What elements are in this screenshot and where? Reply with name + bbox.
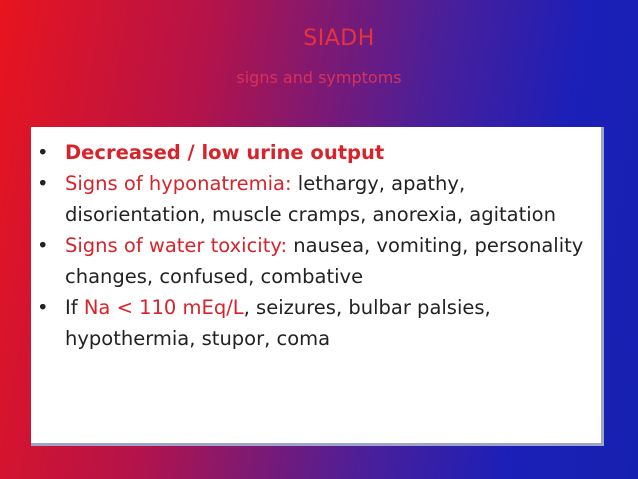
bullet-lead: Na < 110 mEq/L bbox=[83, 296, 244, 319]
bullet-list bbox=[31, 127, 601, 354]
slide-title: SIADH bbox=[303, 26, 375, 51]
bullet-item-sodium-level bbox=[31, 292, 589, 354]
bullet-dot-icon: • bbox=[37, 172, 49, 195]
bullet-item-water-toxicity bbox=[31, 230, 589, 292]
bullet-detail: lethargy, apathy, disorientation, muscle cramps, anorexia, agitation bbox=[65, 172, 556, 226]
bullet-lead: Signs of hyponatremia: bbox=[65, 172, 292, 195]
bullet-lead: Signs of water toxicity: bbox=[65, 234, 288, 257]
bullet-item-hyponatremia bbox=[31, 168, 589, 230]
bullet-dot-icon: • bbox=[37, 296, 49, 319]
bullet-detail: nausea, vomiting, personality changes, confused, combative bbox=[65, 234, 584, 288]
bullet-prefix: If bbox=[65, 296, 84, 319]
content-panel bbox=[31, 127, 604, 446]
slide-subtitle: signs and symptoms bbox=[236, 68, 402, 87]
bullet-dot-icon: • bbox=[37, 141, 49, 164]
bullet-item-urine-output bbox=[31, 137, 589, 168]
bullet-detail: , seizures, bulbar palsies, hypothermia, stupor, coma bbox=[65, 296, 491, 350]
slide-header bbox=[0, 24, 638, 90]
bullet-dot-icon: • bbox=[37, 234, 49, 257]
bullet-text: Decreased / low urine output bbox=[65, 141, 385, 164]
